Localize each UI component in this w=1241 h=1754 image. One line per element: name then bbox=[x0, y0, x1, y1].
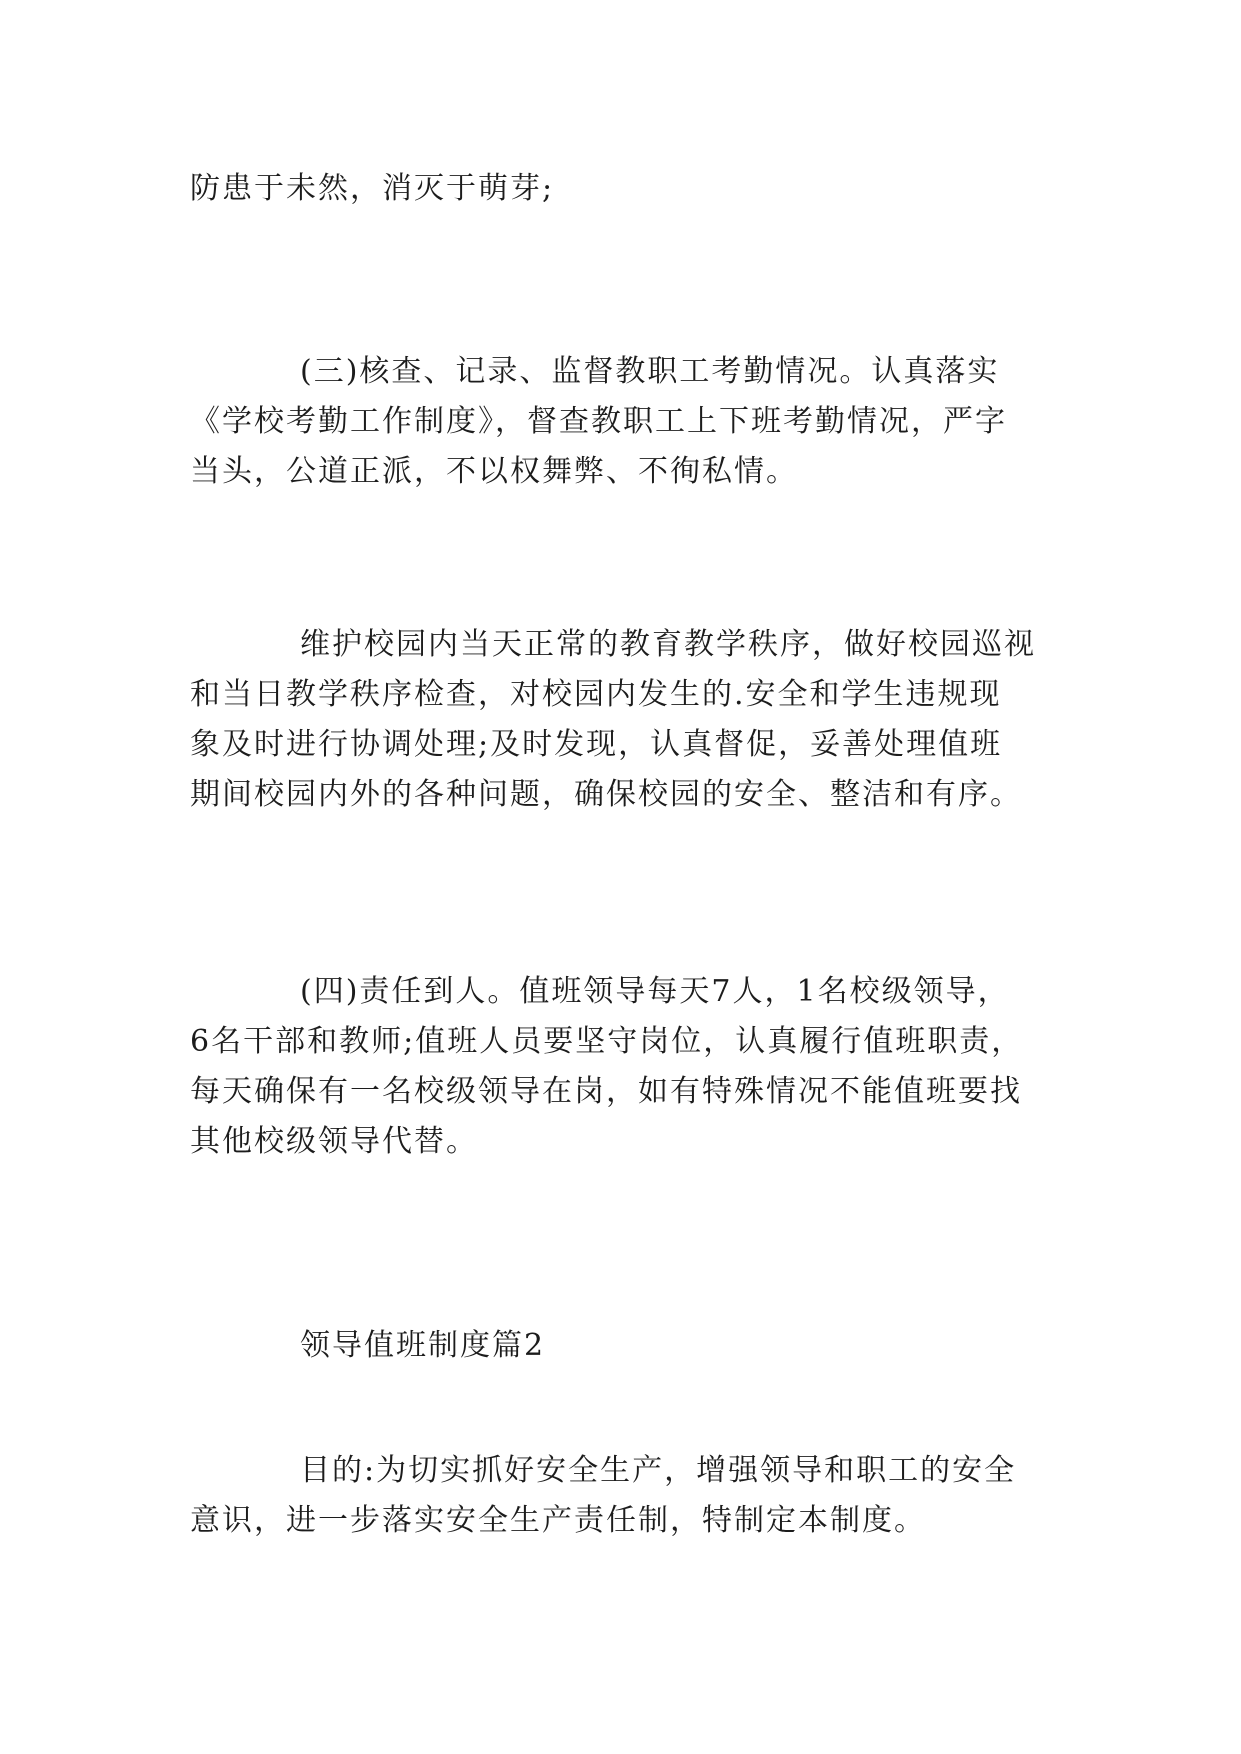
text-line: 期间校园内外的各种问题，确保校园的安全、整洁和有序。 bbox=[190, 777, 1022, 812]
text-line: 目的:为切实抓好安全生产，增强领导和职工的安全 bbox=[300, 1453, 1017, 1488]
text-line: (三)核查、记录、监督教职工考勤情况。认真落实 bbox=[300, 354, 1000, 389]
text-line: 意识，进一步落实安全生产责任制，特制定本制度。 bbox=[190, 1503, 926, 1538]
text-line: 和当日教学秩序检查，对校园内发生的.安全和学生违规现 bbox=[190, 677, 1002, 712]
text-line: 6名干部和教师;值班人员要坚守岗位，认真履行值班职责， bbox=[190, 1024, 1024, 1059]
text-line: 象及时进行协调处理;及时发现，认真督促，妥善处理值班 bbox=[190, 727, 1003, 762]
text-line: 《学校考勤工作制度》，督查教职工上下班考勤情况，严字 bbox=[190, 404, 1007, 439]
text-line: 每天确保有一名校级领导在岗，如有特殊情况不能值班要找 bbox=[190, 1074, 1022, 1109]
text-line: 当头，公道正派，不以权舞弊、不徇私情。 bbox=[190, 454, 798, 489]
text-line: (四)责任到人。值班领导每天7人，1名校级领导， bbox=[300, 974, 1010, 1009]
section-heading: 领导值班制度篇2 bbox=[300, 1328, 546, 1363]
paragraph-purpose bbox=[190, 1446, 1058, 1546]
text-line: 防患于未然，消灭于萌芽; bbox=[190, 171, 555, 206]
paragraph-campus-order bbox=[190, 620, 1058, 820]
text-line: 维护校园内当天正常的教育教学秩序，做好校园巡视 bbox=[300, 627, 1036, 662]
text-line: 其他校级领导代替。 bbox=[190, 1124, 478, 1159]
paragraph-responsibility bbox=[190, 967, 1058, 1167]
paragraph-attendance-check bbox=[190, 347, 1058, 497]
paragraph-prevention bbox=[190, 164, 1058, 214]
